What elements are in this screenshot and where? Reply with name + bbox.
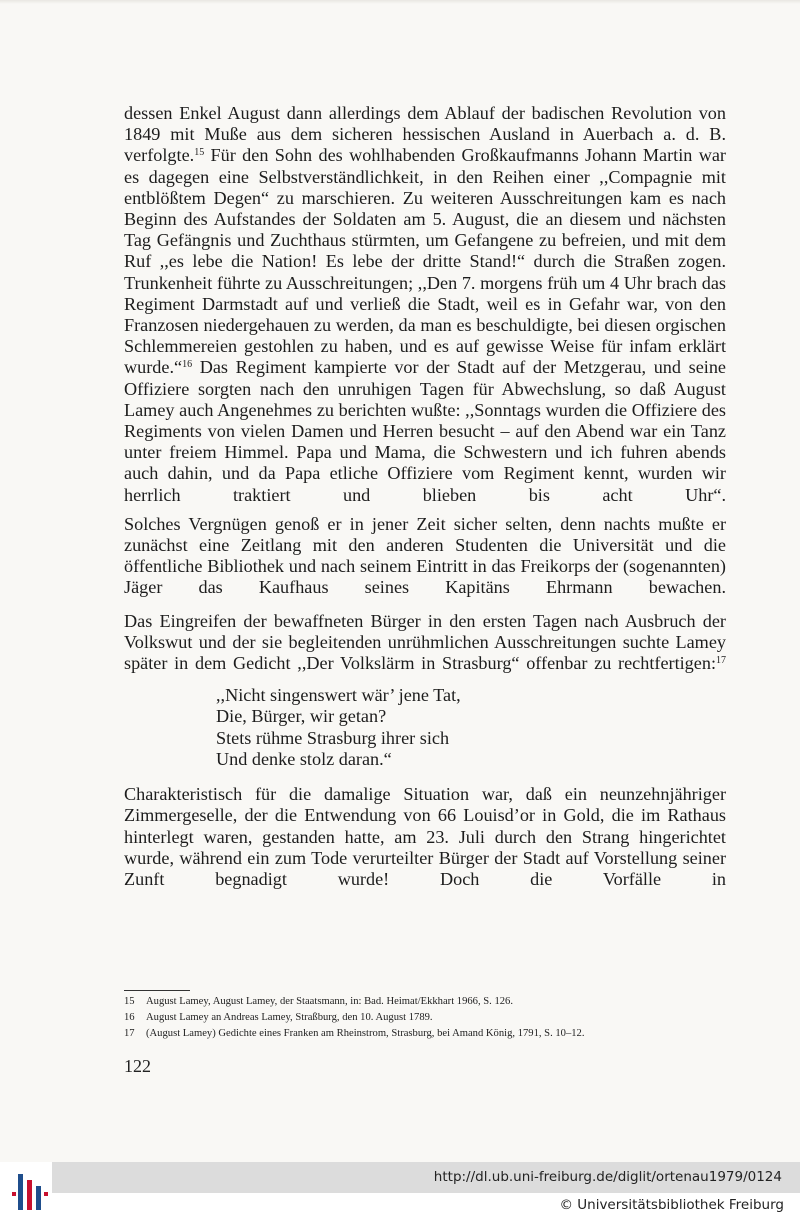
footnote-ref-17: 17 [716,655,726,667]
footnote-16: 16 August Lamey an Andreas Lamey, Straßburg, den 10. August 1789. [124,1012,433,1023]
footnote-15: 15 August Lamey, August Lamey, der Staatsmann, in: Bad. Heimat/Ekkhart 1966, S. 126. [124,996,513,1007]
paragraph-2: Solches Vergnügen genoß er in jener Zeit sicher selten, denn nachts mußte er zunächst eine Zeitlang mit den anderen Studenten die Universität und die öffentliche Bibliothek und nach seinem Eintritt in das Freikorps der (sogenannten) Jäger das Kaufhaus seines Kapitäns Ehrmann bewachen. [124,513,726,598]
footnotes [124,994,744,1042]
ub-freiburg-logo-icon [10,1170,50,1214]
main-text [124,103,726,890]
poem-line: Die, Bürger, wir getan? [216,706,387,727]
poem-line: ,,Nicht singenswert wär’ jene Tat, [216,685,461,706]
page-top-edge [0,0,800,4]
footnote-17: 17 (August Lamey) Gedichte eines Franken am Rheinstrom, Strasburg, bei Amand König, 1791, S. 10–12. [124,1028,585,1039]
paragraph-4: Charakteristisch für die damalige Situation war, daß ein neunzehnjähriger Zimmergeselle, der die Entwendung von 66 Louisd’or in Gold, die im Rathaus hinterlegt waren, gestanden hatte, am 23. Juli durch den Strang hingerichtet wurde, während ein zum Tode verurteilter Bürger der Stadt auf Vorstellung seiner Zunft begnadigt wurde! Doch die Vorfälle in [124,784,726,889]
poem-quote [216,685,726,770]
page-number: 122 [124,1056,151,1076]
footnote-ref-16: 16 [182,359,193,371]
poem-line: Stets rühme Strasburg ihrer sich [216,727,450,748]
footnote-separator [124,990,190,991]
poem-line: Und denke stolz daran.“ [216,748,392,769]
footnote-ref-15: 15 [194,147,205,159]
source-url-link[interactable]: http://dl.ub.uni-freiburg.de/diglit/ortenau1979/0124 [433,1169,782,1185]
paragraph-3: Das Eingreifen der bewaffneten Bürger in den ersten Tagen nach Ausbruch der Volkswut und der sie begleitenden unrühmlichen Ausschreitungen suchte Lamey später in dem Gedicht ,,Der Volkslärm in Strasburg“ offenbar zu rechtfertigen:$^{17}$ [124,610,726,674]
copyright-notice: © Universitätsbibliothek Freiburg [559,1197,784,1213]
paragraph-1: dessen Enkel August dann allerdings dem Ablauf der badischen Revolution von 1849 mit Muße aus dem sicheren hessischen Ausland in Auerbach a. d. B. verfolgte.$^{15}$ Für den Sohn des wohlhabenden Großkaufmanns Johann Martin war es dagegen eine Selbstverständlichkeit, in den Reihen einer ,,Compagnie mit entblößtem Degen“ zu marschieren. Zu weiteren Ausschreitungen kam es nach Beginn des Aufstandes der Soldaten am 5. August, die an diesem und nächsten Tag Gefängnis und Zuchthaus stürmten, um Gefangene zu befreien, und mit dem Ruf ,,es lebe die Nation! Es lebe der dritte Stand!“ durch die Straßen zogen. Trunkenheit führte zu Ausschreitungen; ,,Den 7. morgens früh um 4 Uhr brach das Regiment Darmstadt auf und verließ die Stadt, weil es in Gefahr war, von den Franzosen niedergehauen zu werden, da man es beschuldigte, bei diesen orgischen Schlemmereien gestohlen zu haben, und es auf gewisse Weise für infam erklärt wurde.“$^{16}$ Das Regiment kampierte vor der Stadt auf der Metzgerau, und seine Offiziere sorgten nach den unruhigen Tagen für Abwechslung, so daß August Lamey auch Angenehmes zu berichten wußte: ,,Sonntags wurden die Offiziere des Regiments von vielen Damen und Herren besucht – auf den Abend war ein Tanz unter freiem Himmel. Papa und Mama, die Schwestern und ich fuhren abends auch dahin, und da Papa etliche Offiziere vom Regiment kennt, wurden wir herrlich traktiert und blieben bis acht Uhr“. [124,103,726,505]
